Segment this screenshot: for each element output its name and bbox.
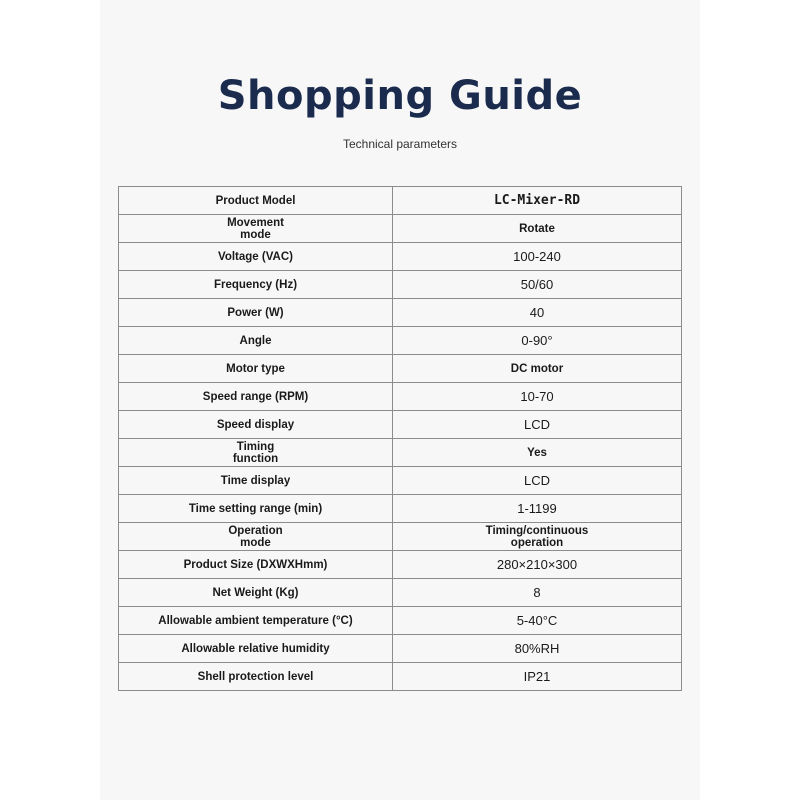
param-value: 80%RH <box>393 635 682 663</box>
table-row <box>119 327 682 355</box>
param-value: 5-40°C <box>393 607 682 635</box>
table-row <box>119 663 682 691</box>
param-label: Speed range (RPM) <box>119 383 393 411</box>
param-label: Allowable ambient temperature (°C) <box>119 607 393 635</box>
table-row <box>119 635 682 663</box>
page-subtitle: Technical parameters <box>342 137 458 151</box>
table-row <box>119 411 682 439</box>
param-label: Power (W) <box>119 299 393 327</box>
page-title: Shopping Guide <box>217 73 583 119</box>
param-value: 10-70 <box>393 383 682 411</box>
param-value: Timing/continuous operation <box>485 524 589 549</box>
param-value: DC motor <box>393 355 682 383</box>
param-label: Operation mode <box>228 524 283 549</box>
table-row <box>119 579 682 607</box>
param-value: Rotate <box>393 215 682 243</box>
param-label: Shell protection level <box>119 663 393 691</box>
param-value: LC-Mixer-RD <box>393 187 682 215</box>
param-label: Product Model <box>119 187 393 215</box>
table-row <box>119 187 682 215</box>
table-row <box>119 215 682 243</box>
param-value: 280×210×300 <box>393 551 682 579</box>
table-row <box>119 495 682 523</box>
table-row <box>119 439 682 467</box>
param-value: 50/60 <box>393 271 682 299</box>
param-label: Angle <box>119 327 393 355</box>
param-value: 40 <box>393 299 682 327</box>
param-value: 100-240 <box>393 243 682 271</box>
param-label: Allowable relative humidity <box>119 635 393 663</box>
table-row <box>119 271 682 299</box>
table-row <box>119 551 682 579</box>
param-value: Yes <box>393 439 682 467</box>
param-value: 1-1199 <box>393 495 682 523</box>
param-label: Time setting range (min) <box>119 495 393 523</box>
param-label: Net Weight (Kg) <box>119 579 393 607</box>
table-row <box>119 299 682 327</box>
table-row <box>119 243 682 271</box>
shopping-guide-page <box>100 0 700 800</box>
param-label: Frequency (Hz) <box>119 271 393 299</box>
param-label: Motor type <box>119 355 393 383</box>
param-label: Product Size (DXWXHmm) <box>119 551 393 579</box>
table-row <box>119 607 682 635</box>
param-label: Voltage (VAC) <box>119 243 393 271</box>
table-row <box>119 523 682 551</box>
param-label: Time display <box>119 467 393 495</box>
param-value: LCD <box>393 411 682 439</box>
table-row <box>119 467 682 495</box>
param-value: IP21 <box>393 663 682 691</box>
technical-parameters-table <box>118 186 682 691</box>
param-value: 8 <box>393 579 682 607</box>
table-row <box>119 383 682 411</box>
param-label: Movement mode <box>227 216 284 241</box>
param-value: 0-90° <box>393 327 682 355</box>
param-label: Timing function <box>232 440 279 465</box>
param-value: LCD <box>393 467 682 495</box>
table-row <box>119 355 682 383</box>
param-label: Speed display <box>119 411 393 439</box>
